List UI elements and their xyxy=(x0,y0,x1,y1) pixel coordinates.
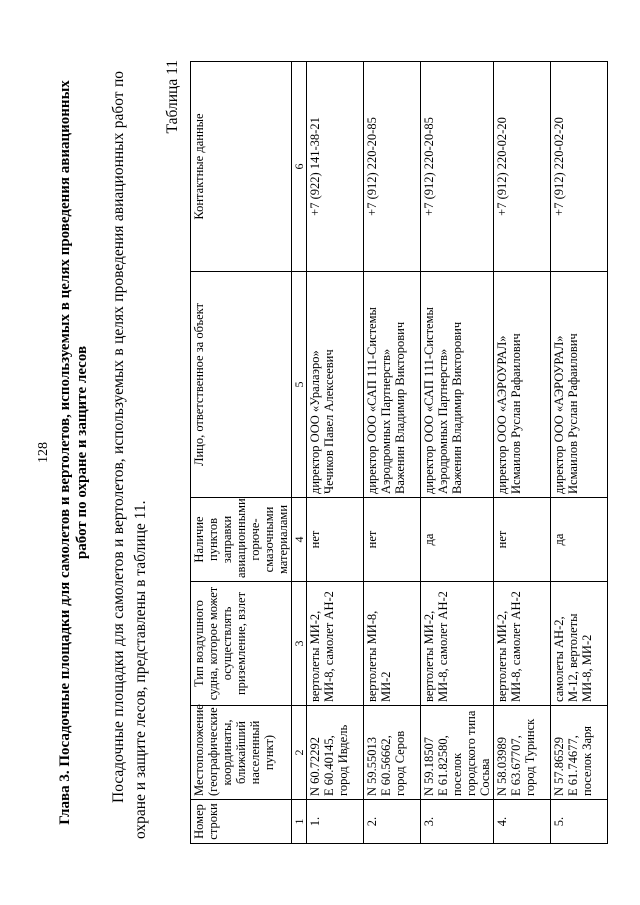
settlement: поселок Заря xyxy=(580,726,594,796)
settlement: город Туринск xyxy=(523,718,537,796)
latitude: N 60.72292 xyxy=(308,736,322,796)
person-name: Исмаилов Руслан Рафаилович xyxy=(509,333,523,494)
person-name: Чечиков Павел Алексеевич xyxy=(322,349,336,494)
header-aircraft: Тип воздушного судна, которое может осуществлять приземление, взлет xyxy=(191,582,292,706)
header-location: Местоположение (географические координаты, ближайший населенный пункт) xyxy=(191,706,292,800)
location-cell xyxy=(364,706,421,800)
table-label: Таблица 11 xyxy=(164,60,181,134)
intro-paragraph: Посадочные площадки для самолетов и вертолетов, используемых в целях проведения авиационных работ по охране и защите лесов, представлены в таблице 11. xyxy=(110,71,149,839)
person-name: Важенин Владимир Викторович xyxy=(450,321,464,494)
landing-sites-table xyxy=(190,61,608,844)
aircraft-cell: вертолеты МИ-8, МИ-2 xyxy=(364,582,421,706)
location-cell xyxy=(307,706,364,800)
location-cell xyxy=(551,706,608,800)
table-row xyxy=(551,62,608,844)
settlement: город Ивдель xyxy=(336,724,350,796)
row-number: 4. xyxy=(494,800,551,844)
row-number: 3. xyxy=(421,800,494,844)
contact-cell: +7 (912) 220-20-85 xyxy=(364,62,421,272)
contact-cell: +7 (912) 220-20-85 xyxy=(421,62,494,272)
person-position: директор ООО «САП 111-Системы Аэродромных Партнерств» xyxy=(422,307,450,494)
settlement: город Серов xyxy=(393,730,407,796)
person-name: Исмаилов Руслан Рафаилович xyxy=(566,333,580,494)
fuel-cell: нет xyxy=(494,498,551,582)
header-person: Лицо, ответственное за объект xyxy=(191,272,292,498)
column-number: 2 xyxy=(292,706,307,800)
person-cell xyxy=(551,272,608,498)
person-position: директор ООО «АЭРОУРАЛ» xyxy=(495,335,509,494)
fuel-cell: да xyxy=(421,498,494,582)
column-number: 6 xyxy=(292,62,307,272)
location-cell xyxy=(494,706,551,800)
latitude: N 59.55013 xyxy=(365,736,379,796)
column-number: 3 xyxy=(292,582,307,706)
aircraft-cell: вертолеты МИ-2, МИ-8, самолет АН-2 xyxy=(494,582,551,706)
person-cell xyxy=(364,272,421,498)
header-fuel: Наличие пунктов заправки авиационными горюче-смазочными материалами xyxy=(191,498,292,582)
column-number: 5 xyxy=(292,272,307,498)
person-cell xyxy=(307,272,364,498)
column-number: 1 xyxy=(292,800,307,844)
column-number-row xyxy=(292,62,307,844)
longitude: E 60.40145, xyxy=(322,735,336,796)
table-row xyxy=(307,62,364,844)
row-number: 2. xyxy=(364,800,421,844)
longitude: E 61.74677, xyxy=(566,735,580,796)
aircraft-cell: вертолеты МИ-2, МИ-8, самолет АН-2 xyxy=(421,582,494,706)
chapter-title: Глава 3. Посадочные площадки для самолетов и вертолетов, используемых в целях проведения авиационных работ по охране и защите лесов xyxy=(57,80,90,825)
person-position: директор ООО «Уралаэро» xyxy=(308,350,322,494)
latitude: N 57.86529 xyxy=(552,736,566,796)
settlement: поселок городского типа Сосьва xyxy=(450,710,492,796)
table-row xyxy=(421,62,494,844)
aircraft-cell: вертолеты МИ-2, МИ-8, самолет АН-2 xyxy=(307,582,364,706)
latitude: N 58.03989 xyxy=(495,736,509,796)
fuel-cell: да xyxy=(551,498,608,582)
latitude: N 59.18507 xyxy=(422,736,436,796)
longitude: E 60.56662, xyxy=(379,735,393,796)
row-number: 1. xyxy=(307,800,364,844)
contact-cell: +7 (912) 220-02-20 xyxy=(551,62,608,272)
fuel-cell: нет xyxy=(364,498,421,582)
person-position: директор ООО «САП 111-Системы Аэродромных Партнерств» xyxy=(365,307,393,494)
column-number: 4 xyxy=(292,498,307,582)
longitude: E 63.67707, xyxy=(509,735,523,796)
person-cell xyxy=(421,272,494,498)
table-row xyxy=(364,62,421,844)
person-cell xyxy=(494,272,551,498)
fuel-cell: нет xyxy=(307,498,364,582)
header-contact: Контактные данные xyxy=(191,62,292,272)
person-name: Важенин Владимир Викторович xyxy=(393,321,407,494)
location-cell xyxy=(421,706,494,800)
table-header-row xyxy=(191,62,292,844)
header-row-number: Номер строки xyxy=(191,800,292,844)
row-number: 5. xyxy=(551,800,608,844)
contact-cell: +7 (912) 220-02-20 xyxy=(494,62,551,272)
contact-cell: +7 (922) 141-38-21 xyxy=(307,62,364,272)
person-position: директор ООО «АЭРОУРАЛ» xyxy=(552,335,566,494)
table-row xyxy=(494,62,551,844)
aircraft-cell: самолеты АН-2, М-12, вертолеты МИ-8, МИ-2 xyxy=(551,582,608,706)
page-number: 128 xyxy=(36,442,51,463)
longitude: E 61.82580, xyxy=(436,735,450,796)
